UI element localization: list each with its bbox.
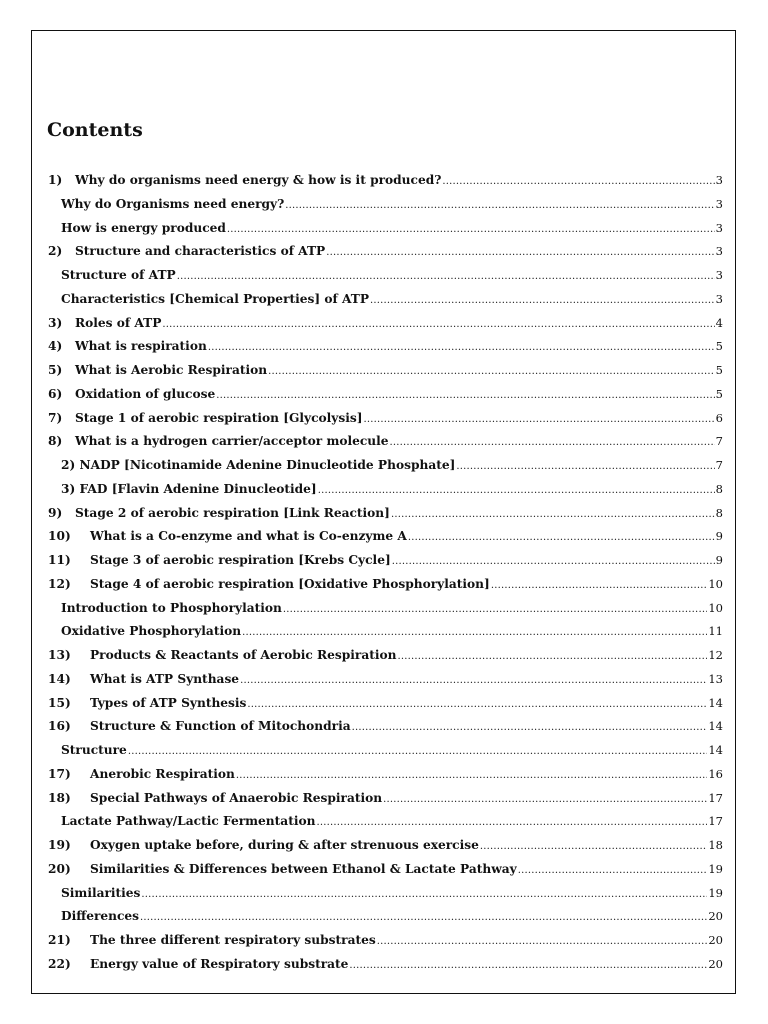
dot-leader [236,764,707,788]
dot-leader [141,883,707,907]
toc-entry[interactable] [48,478,723,502]
dot-leader [397,645,707,669]
dot-leader [227,218,715,242]
toc-entry-page-number: 4 [715,315,723,330]
toc-entry[interactable] [48,715,723,739]
toc-entry[interactable] [48,502,723,526]
dot-leader [363,408,714,432]
dot-leader [352,716,708,740]
toc-entry[interactable] [48,834,723,858]
toc-entry-number: 2) [48,244,63,259]
toc-entry[interactable] [48,264,723,288]
toc-entry-title: Oxidative Phosphorylation [61,624,242,639]
toc-entry[interactable] [48,905,723,929]
toc-entry-number: 18) [48,790,71,805]
toc-entry-page-number: 14 [708,695,723,710]
toc-entry-number: 12) [48,576,71,591]
toc-entry[interactable] [48,953,723,977]
toc-entry[interactable] [48,573,723,597]
toc-entry-title: Oxygen uptake before, during & after strenuous exercise [90,838,479,852]
dot-leader [491,574,708,598]
dot-leader [408,526,715,550]
toc-entry-number: 9) [48,505,63,520]
toc-entry[interactable] [48,407,723,431]
toc-entry-title: What is Aerobic Respiration [75,363,268,377]
toc-entry-title: Why do organisms need energy & how is it produced? [75,173,442,187]
toc-entry[interactable] [48,763,723,787]
dot-leader [390,431,715,455]
toc-entry[interactable] [48,549,723,573]
toc-entry-number: 4) [48,339,63,354]
toc-entry-number: 16) [48,719,71,734]
dot-leader [268,360,715,384]
dot-leader [208,336,715,360]
toc-entry-page-number: 7 [715,458,723,472]
toc-entry-title: Introduction to Phosphorylation [61,600,282,615]
dot-leader [326,241,714,265]
toc-entry-number: 10) [48,529,71,544]
toc-entry-number: 3) [48,315,63,330]
toc-entry-number: 17) [48,766,71,781]
toc-entry-page-number: 7 [715,434,723,449]
toc-entry-title: Lactate Pathway/Lactic Fermentation [61,814,316,829]
toc-entry-title: 2) NADP [Nicotinamide Adenine Dinucleotide Phosphate] [61,458,456,472]
toc-entry-title: Types of ATP Synthesis [90,695,247,710]
dot-leader [162,313,714,337]
toc-entry-number: 22) [48,956,71,971]
toc-entry-page-number: 3 [715,173,723,187]
toc-entry-page-number: 5 [715,339,723,354]
toc-entry-number: 21) [48,933,71,947]
toc-entry[interactable] [48,668,723,692]
toc-entry-page-number: 20 [708,933,723,947]
toc-entry[interactable] [48,644,723,668]
dot-leader [456,455,714,479]
toc-entry[interactable] [48,454,723,478]
toc-entry-page-number: 17 [708,814,723,829]
toc-entry[interactable] [48,217,723,241]
toc-entry-page-number: 9 [715,553,723,567]
toc-entry-page-number: 12 [708,648,723,662]
toc-entry[interactable] [48,692,723,716]
toc-entry-page-number: 5 [715,363,723,377]
dot-leader [140,906,707,930]
toc-entry-title: Stage 4 of aerobic respiration [Oxidative Phosphorylation] [90,576,490,591]
dot-leader [349,954,707,978]
toc-entry[interactable] [48,810,723,834]
toc-entry-page-number: 18 [708,838,723,852]
toc-entry-page-number: 3 [715,291,723,306]
toc-entry-page-number: 5 [715,386,723,401]
toc-entry[interactable] [48,620,723,644]
toc-entry-number: 6) [48,386,63,401]
toc-entry-page-number: 10 [708,600,723,615]
toc-entry-number: 1) [48,173,63,187]
toc-entry[interactable] [48,359,723,383]
toc-entry[interactable] [48,169,723,193]
toc-entry-page-number: 9 [715,529,723,544]
dot-leader [377,930,708,954]
toc-entry-page-number: 3 [715,220,723,235]
toc-entry-title: 3) FAD [Flavin Adenine Dinucleotide] [61,481,317,496]
dot-leader [442,170,714,194]
toc-entry-title: Stage 1 of aerobic respiration [Glycolysis] [75,410,363,425]
toc-entry-page-number: 8 [715,481,723,496]
toc-entry-page-number: 14 [708,743,723,757]
toc-entry-number: 13) [48,648,71,662]
toc-entry-number: 11) [48,553,71,567]
table-of-contents [48,169,723,977]
toc-entry-page-number: 20 [708,956,723,971]
dot-leader [216,384,714,408]
toc-entry-page-number: 19 [708,885,723,900]
toc-entry[interactable] [48,288,723,312]
toc-entry-title: Special Pathways of Anaerobic Respiration [90,790,383,805]
toc-entry[interactable] [48,383,723,407]
toc-entry-title: Anerobic Respiration [90,766,235,781]
dot-leader [242,621,707,645]
toc-entry-title: Oxidation of glucose [75,386,216,401]
toc-entry-title: What is a hydrogen carrier/acceptor molecule [75,434,389,449]
dot-leader [177,265,715,289]
toc-entry-number: 7) [48,410,63,425]
dot-leader [383,788,707,812]
toc-entry[interactable] [48,929,723,953]
toc-entry-title: Products & Reactants of Aerobic Respiration [90,648,397,662]
dot-leader [480,835,708,859]
toc-entry-number: 14) [48,671,71,686]
toc-entry[interactable] [48,787,723,811]
toc-entry-page-number: 17 [708,790,723,805]
toc-entry-number: 5) [48,363,63,377]
toc-entry-page-number: 14 [708,719,723,734]
dot-leader [285,194,714,218]
toc-entry-title: Structure and characteristics of ATP [75,244,326,259]
toc-entry-title: Similarities & Differences between Ethanol & Lactate Pathway [90,861,517,876]
toc-entry-title: Roles of ATP [75,315,162,330]
toc-entry-title: Structure & Function of Mitochondria [90,719,351,734]
toc-entry-title: Stage 2 of aerobic respiration [Link Reaction] [75,505,390,520]
dot-leader [316,811,707,835]
toc-entry[interactable] [48,240,723,264]
toc-entry-title: How is energy produced [61,220,226,235]
dot-leader [240,669,707,693]
toc-entry-number: 15) [48,695,71,710]
toc-entry[interactable] [48,858,723,882]
toc-entry-title: Differences [61,909,140,924]
toc-entry-page-number: 11 [708,624,723,639]
toc-entry-number: 8) [48,434,63,449]
toc-entry-title: The three different respiratory substrates [90,933,376,947]
toc-entry[interactable] [48,882,723,906]
document-page [31,30,736,994]
toc-entry-page-number: 10 [708,576,723,591]
toc-entry[interactable] [48,525,723,549]
toc-entry-page-number: 3 [715,268,723,282]
toc-entry-page-number: 6 [715,410,723,425]
toc-entry-page-number: 19 [708,861,723,876]
dot-leader [318,479,715,503]
toc-entry-page-number: 3 [715,244,723,259]
toc-entry-number: 20) [48,861,71,876]
toc-entry[interactable] [48,335,723,359]
toc-entry-title: Similarities [61,885,141,900]
toc-entry-title: What is respiration [75,339,207,354]
dot-leader [370,289,715,313]
dot-leader [518,859,708,883]
toc-entry-title: Energy value of Respiratory substrate [90,956,349,971]
toc-entry-title: What is ATP Synthase [90,671,240,686]
dot-leader [283,598,708,622]
toc-entry-page-number: 3 [715,196,723,211]
toc-entry[interactable] [48,193,723,217]
toc-entry-title: Why do Organisms need energy? [61,196,285,211]
toc-entry-title: What is a Co-enzyme and what is Co-enzyme A [90,529,407,544]
toc-entry-number: 19) [48,838,71,852]
toc-entry[interactable] [48,739,723,763]
toc-entry-page-number: 20 [708,909,723,924]
toc-entry-page-number: 13 [708,671,723,686]
toc-entry-title: Structure [61,743,127,757]
toc-entry[interactable] [48,430,723,454]
dot-leader [392,550,715,574]
toc-entry[interactable] [48,597,723,621]
toc-entry-title: Characteristics [Chemical Properties] of ATP [61,291,370,306]
dot-leader [128,740,708,764]
toc-entry-title: Structure of ATP [61,268,176,282]
toc-entry-title: Stage 3 of aerobic respiration [Krebs Cycle] [90,553,391,567]
toc-entry-page-number: 8 [715,505,723,520]
dot-leader [247,693,707,717]
dot-leader [391,503,715,527]
toc-entry-page-number: 16 [708,766,723,781]
contents-heading: Contents [47,119,143,141]
toc-entry[interactable] [48,312,723,336]
